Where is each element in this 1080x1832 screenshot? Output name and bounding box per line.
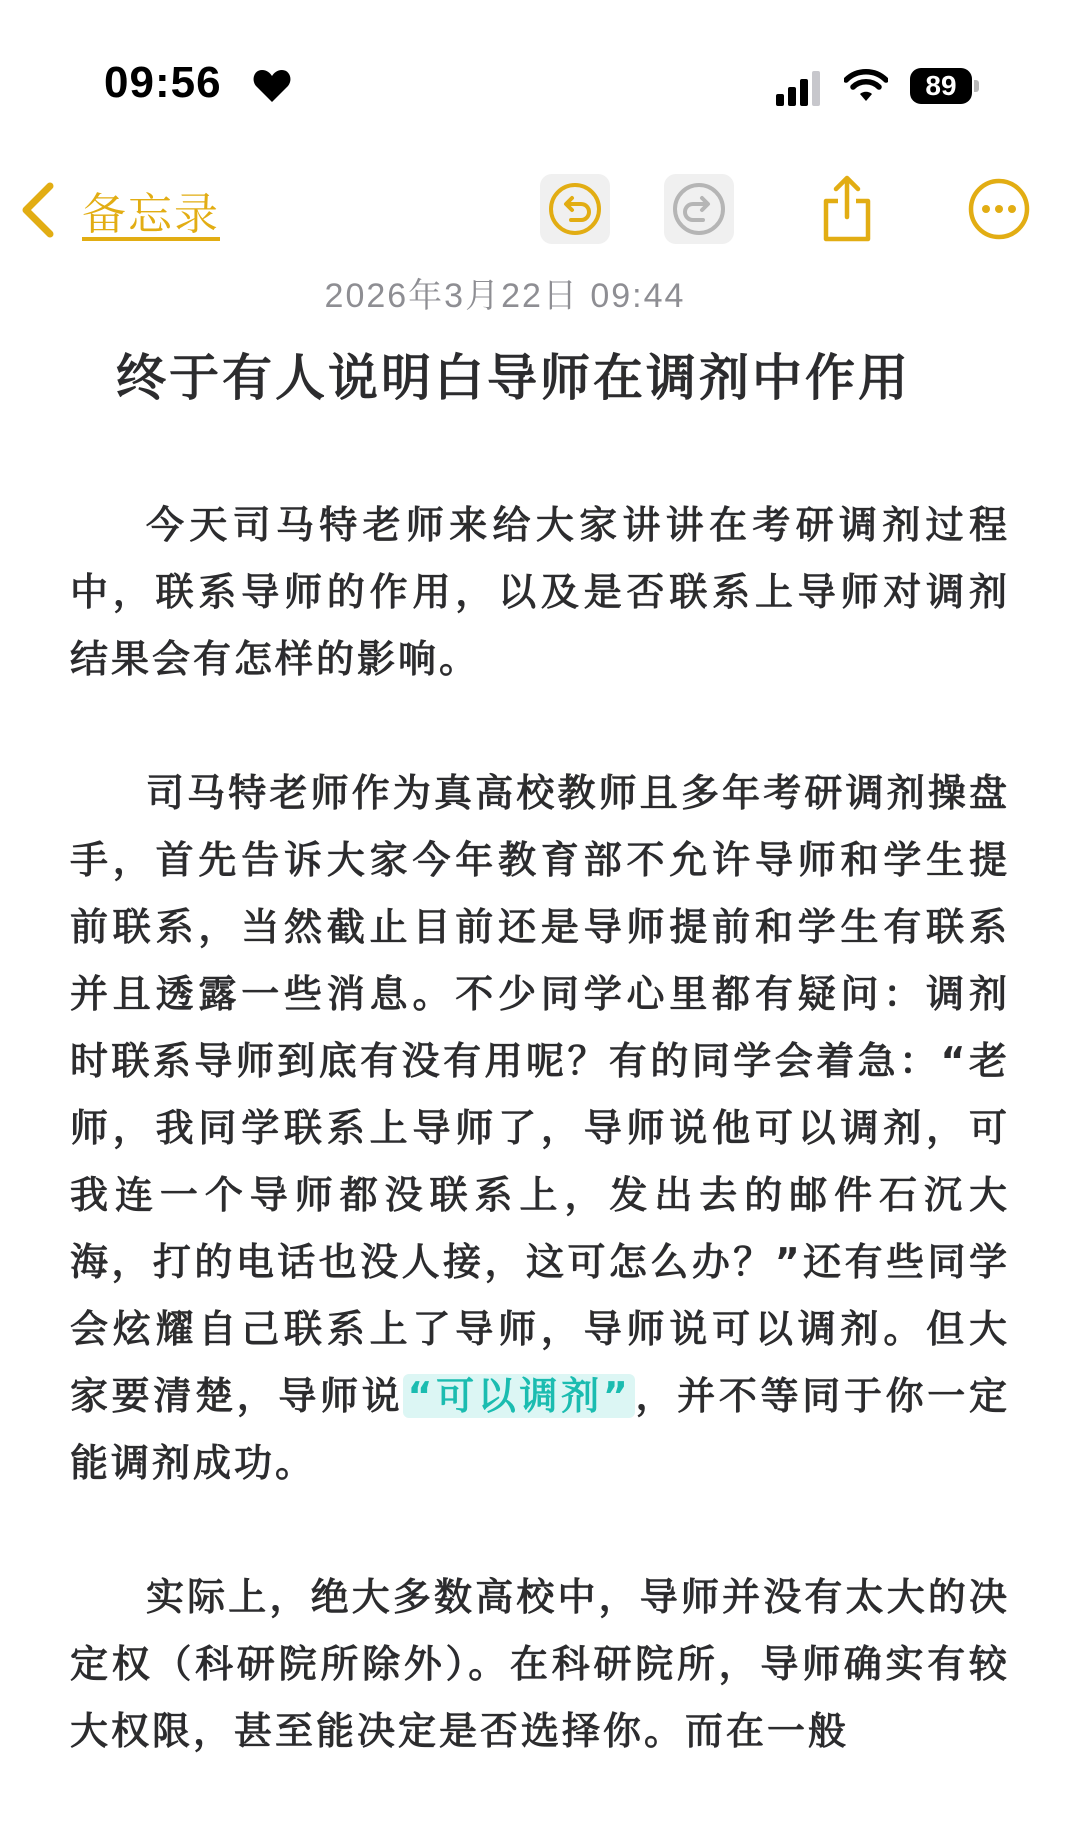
back-button[interactable] xyxy=(20,178,220,242)
paragraph-2-text: 司马特老师作为真高校教师且多年考研调剂操盘手，首先告诉大家今年教育部不允许导师和学生提前联系，当然截止目前还是导师提前和学生有联系并且透露一些消息。不少同学心里都有疑问：调剂时联系导师到底有没有用呢？有的同学会着急：“老师，我同学联系上导师了，导师说他可以调剂，可我连一个导师都没联系上，发出去的邮件石沉大海，打的电话也没人接，这可怎么办？”还有些同学会炫耀自己联系上了导师，导师说可以调剂。但大家要清楚，导师说 xyxy=(70,771,1010,1418)
redo-button[interactable] xyxy=(664,174,734,244)
share-icon xyxy=(819,175,875,243)
share-button[interactable] xyxy=(812,174,882,244)
paragraph-2-tail: ，并不等同于你一定能调剂成功。 xyxy=(70,1374,1010,1485)
more-icon xyxy=(967,177,1031,241)
signal-icon xyxy=(776,70,824,106)
note-title[interactable]: 终于有人说明白导师在调剂中作用 xyxy=(116,349,911,407)
note-body[interactable] xyxy=(70,492,1010,1832)
redo-icon xyxy=(671,181,727,237)
note-date: 2026年3月22日 09:44 xyxy=(324,277,686,315)
note-paragraph-1: 今天司马特老师来给大家讲讲在考研调剂过程中，联系导师的作用，以及是否联系上导师对调剂结果会有怎样的影响。 xyxy=(70,503,1010,681)
status-bar xyxy=(0,0,1080,150)
battery-level: 89 xyxy=(910,68,972,104)
more-button[interactable] xyxy=(964,174,1034,244)
undo-icon xyxy=(547,181,603,237)
chevron-left-icon xyxy=(20,182,56,238)
status-time: 09:56 xyxy=(104,58,222,107)
back-label: 备忘录 xyxy=(82,189,220,240)
note-paragraph-2 xyxy=(70,760,1010,1497)
note-paragraph-3: 实际上，绝大多数高校中，导师并没有太大的决定权（科研院所除外）。在科研院所，导师确实有较大权限，甚至能决定是否选择你。而在一般 xyxy=(70,1575,1010,1753)
toolbar xyxy=(0,160,1080,260)
heart-icon xyxy=(252,68,292,104)
highlighted-text[interactable]: “可以调剂” xyxy=(403,1374,634,1418)
battery-cap xyxy=(974,80,979,92)
undo-button[interactable] xyxy=(540,174,610,244)
battery-icon xyxy=(910,68,980,104)
wifi-icon xyxy=(844,68,888,104)
